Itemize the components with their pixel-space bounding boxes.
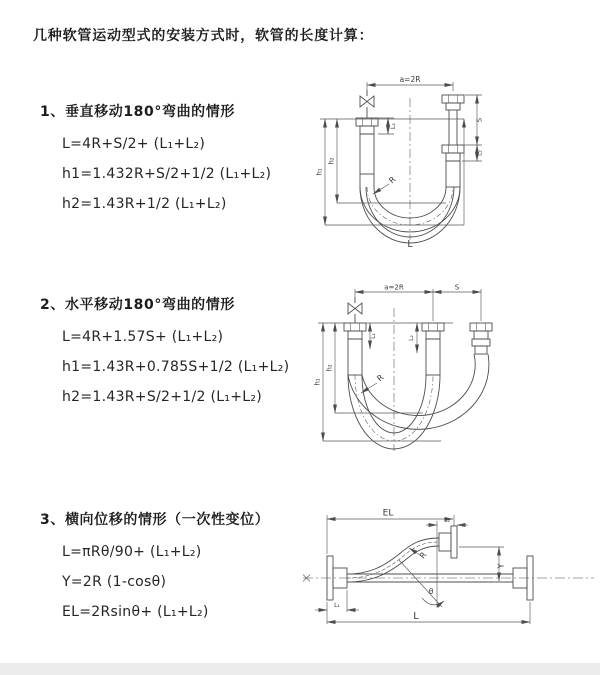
diagram-lateral-displacement <box>298 498 600 643</box>
dim-label-h2: h₂ <box>325 364 334 372</box>
diagram-vertical-180-bend <box>305 70 595 255</box>
dim-label-el: EL <box>382 508 394 519</box>
radius-label: R <box>375 372 386 384</box>
dim-label-h1: h₁ <box>313 378 322 386</box>
dim-label-a2r: a=2R <box>384 283 404 292</box>
braided-hose <box>446 161 460 187</box>
left-pipe-fitting <box>344 323 366 375</box>
valve-icon <box>348 297 362 323</box>
dim-label-l2: L₂ <box>476 150 484 156</box>
dim-label-l2: L₂ <box>444 517 450 524</box>
dim-label-s: S <box>475 117 484 123</box>
formula-line: h2=1.43R+S/2+1/2 (L₁+L₂) <box>62 389 263 405</box>
formula-line: h2=1.43R+1/2 (L₁+L₂) <box>62 196 227 212</box>
section-2-heading: 2、水平移动180°弯曲的情形 <box>40 297 235 313</box>
dim-label-h2: h₂ <box>327 157 336 165</box>
formula-line: L=4R+1.57S+ (L₁+L₂) <box>62 329 224 345</box>
section-3-heading: 3、横向位移的情形（一次性变位） <box>40 512 270 528</box>
section-horizontal-bend <box>40 296 315 412</box>
formula-line: Y=2R (1-cosθ) <box>62 574 167 590</box>
right-pipe-fitting <box>442 95 464 187</box>
hose-u-bend <box>348 354 489 449</box>
dim-label-l1: L₁ <box>389 122 397 130</box>
angle-label: θ <box>428 587 434 596</box>
section-vertical-bend <box>40 103 315 219</box>
dim-label-l2: L₂ <box>408 335 415 341</box>
formula-line: L=πRθ/90+ (L₁+L₂) <box>62 544 202 560</box>
dim-label-y: Y <box>496 563 506 569</box>
formula-line: h1=1.43R+0.785S+1/2 (L₁+L₂) <box>62 359 290 375</box>
right-pipe-fitting <box>470 323 492 354</box>
radius-label: R <box>417 550 429 561</box>
radius-label: R <box>387 174 398 186</box>
valve-icon <box>360 90 374 118</box>
section-lateral-displacement <box>40 511 315 627</box>
middle-pipe-fitting <box>422 323 444 375</box>
page-bottom-edge <box>0 663 600 675</box>
length-label: L <box>413 611 419 622</box>
dim-label-a2r: a=2R <box>399 75 421 84</box>
braided-hose <box>348 339 362 375</box>
length-label: L <box>407 239 413 250</box>
braided-hose <box>360 134 374 174</box>
page-title: 几种软管运动型式的安装方式时，软管的长度计算： <box>33 28 374 44</box>
section-1-heading: 1、垂直移动180°弯曲的情形 <box>40 104 235 120</box>
formula-line: h1=1.432R+S/2+1/2 (L₁+L₂) <box>62 166 272 182</box>
braided-hose <box>426 339 440 375</box>
dim-label-l1: L₁ <box>370 333 377 339</box>
dim-label-h1: h₁ <box>315 168 324 176</box>
formula-line: EL=2Rsinθ+ (L₁+L₂) <box>62 604 209 620</box>
dim-label-l1: L₁ <box>334 602 340 609</box>
diagram-horizontal-180-bend <box>303 283 593 463</box>
dim-label-s: S <box>454 283 460 292</box>
formula-line: L=4R+S/2+ (L₁+L₂) <box>62 136 206 152</box>
left-pipe-fitting <box>356 118 378 174</box>
